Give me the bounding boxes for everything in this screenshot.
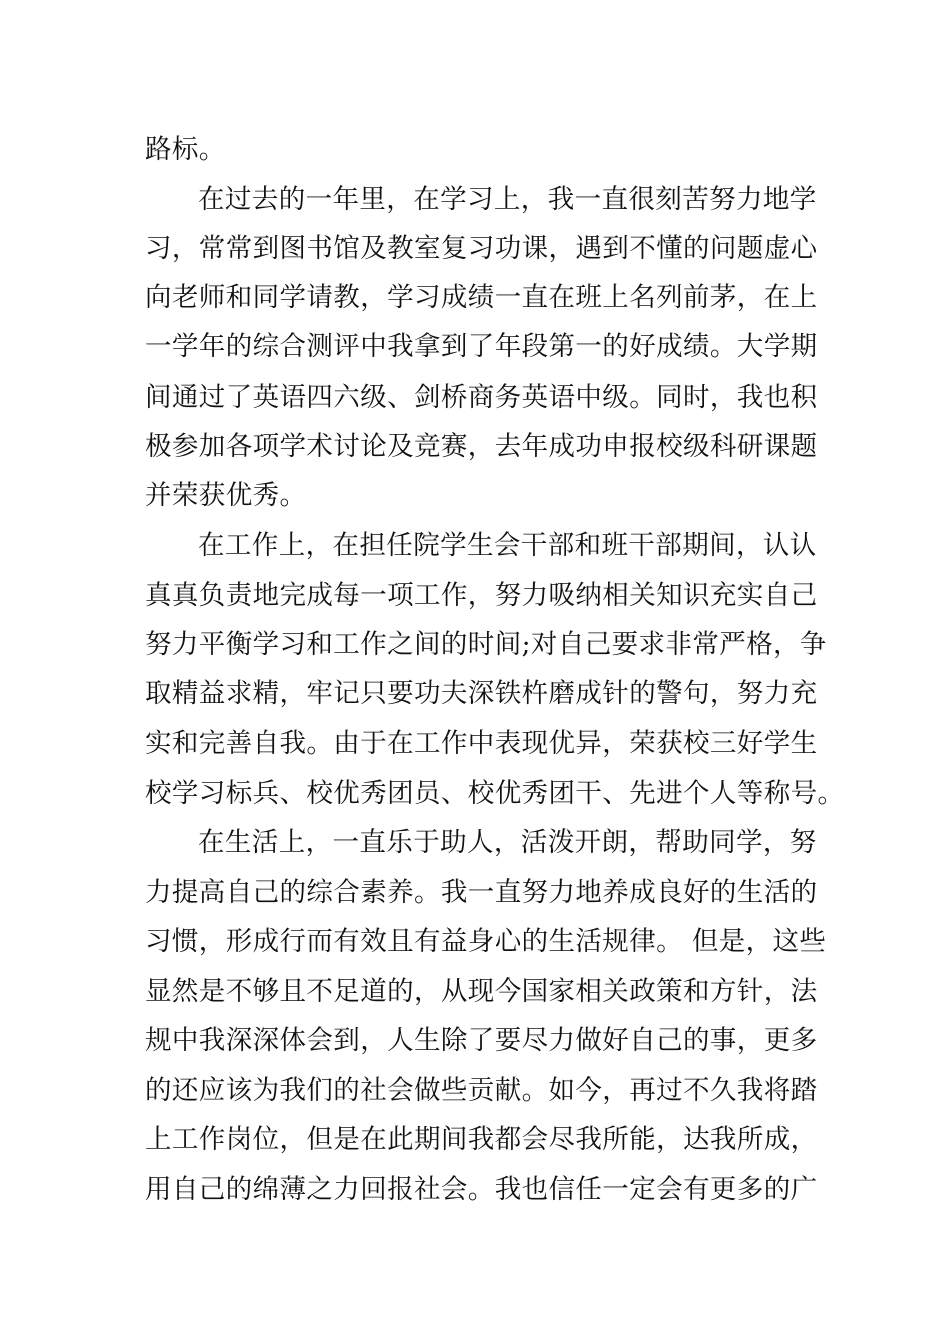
text-line: 真真负责地完成每一项工作，努力吸纳相关知识充实自己	[145, 580, 818, 611]
text-line: 极参加各项学术讨论及竞赛，去年成功申报校级科研课题	[145, 431, 818, 462]
text-line: 用自己的绵薄之力回报社会。我也信任一定会有更多的广	[145, 1174, 818, 1205]
text-line: 规中我深深体会到，人生除了要尽力做好自己的事，更多	[145, 1025, 818, 1056]
paragraph-first-line: 在工作上，在担任院学生会干部和班干部期间，认认	[198, 530, 817, 561]
text-line: 一学年的综合测评中我拿到了年段第一的好成绩。大学期	[145, 331, 818, 362]
text-line: 努力平衡学习和工作之间的时间;对自己要求非常严格，争	[145, 629, 827, 660]
text-line: 向老师和同学请教，学习成绩一直在班上名列前茅，在上	[145, 282, 818, 313]
text-line: 习，常常到图书馆及教室复习功课，遇到不懂的问题虚心	[145, 233, 818, 264]
text-line: 力提高自己的综合素养。我一直努力地养成良好的生活的	[145, 877, 818, 908]
text-line: 显然是不够且不足道的，从现今国家相关政策和方针，法	[145, 976, 818, 1007]
text-line: 实和完善自我。由于在工作中表现优异，荣获校三好学生	[145, 728, 818, 759]
text-line: 校学习标兵、校优秀团员、校优秀团干、先进个人等称号。	[145, 778, 845, 809]
text-line: 间通过了英语四六级、剑桥商务英语中级。同时，我也积	[145, 382, 818, 413]
text-line: 路标。	[145, 134, 226, 165]
text-line: 习惯，形成行而有效且有益身心的生活规律。 但是，这些	[145, 926, 827, 957]
text-line: 并荣获优秀。	[145, 480, 307, 511]
paragraph-first-line: 在生活上，一直乐于助人，活泼开朗，帮助同学，努	[198, 827, 817, 858]
text-line: 取精益求精，牢记只要功夫深铁杵磨成针的警句，努力充	[145, 678, 818, 709]
text-line: 上工作岗位，但是在此期间我都会尽我所能，达我所成，	[145, 1124, 818, 1155]
text-line: 的还应该为我们的社会做些贡献。如今，再过不久我将踏	[145, 1075, 818, 1106]
paragraph-first-line: 在过去的一年里，在学习上，我一直很刻苦努力地学	[198, 184, 817, 215]
